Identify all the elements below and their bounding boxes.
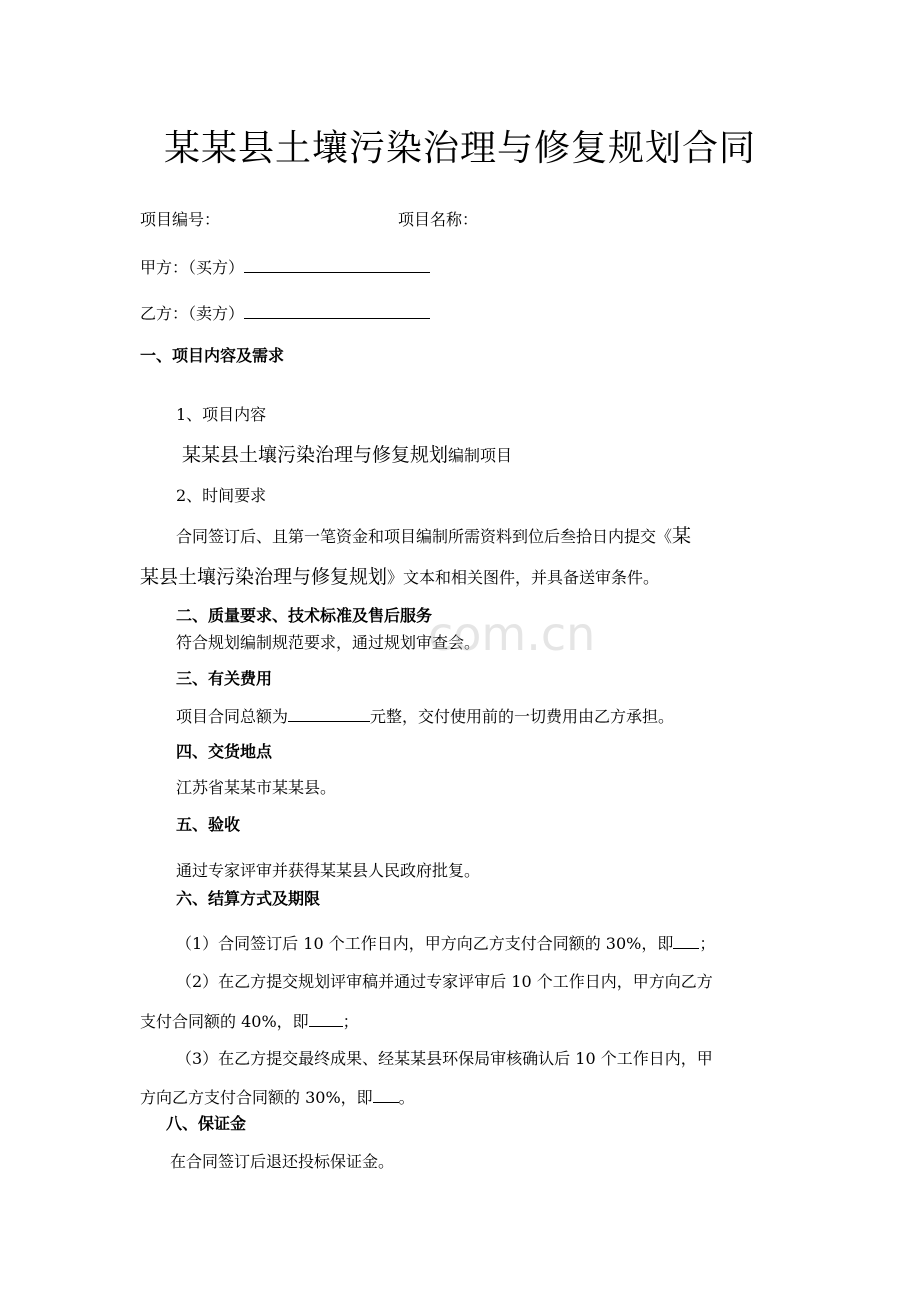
section6-p2-line1: （2）在乙方提交规划评审稿并通过专家评审后 10 个工作日内，甲方向乙方 [176,972,713,991]
section1-heading: 一、项目内容及需求 [140,346,285,365]
section6-p3-blank [373,1086,399,1103]
section1-item1-text-big: 某某县土壤污染治理与修复规划 [182,444,449,466]
section4-heading: 四、交货地点 [176,742,273,761]
section6-p3-line1: （3）在乙方提交最终成果、经某某县环保局审核确认后 10 个工作日内，甲 [176,1049,713,1068]
section6-heading: 六、结算方式及期限 [176,889,321,908]
section1-item1-label: 1、项目内容 [176,405,267,424]
section6-p1 [176,932,715,955]
section6-p3-line2 [140,1086,415,1109]
section3-amount-blank [288,705,370,722]
section1-item2-line1-big: 某 [672,525,692,547]
section5-heading: 五、验收 [176,815,241,834]
watermark: com.cn [428,607,596,661]
party-a-label: 甲方：（买方） [140,258,245,277]
party-a-blank [244,256,430,273]
section6-p1-text: （1）合同签订后 10 个工作日内，甲方向乙方支付合同额的 30%，即 [176,934,674,953]
section3-text-b: 元整，交付使用前的一切费用由乙方承担。 [370,707,675,726]
section6-p1-end: ； [699,934,716,953]
section8-heading: 八、保证金 [166,1114,247,1133]
section3-text-a: 项目合同总额为 [176,707,289,726]
document-title: 某某县土壤污染治理与修复规划合同 [163,128,756,169]
section1-item2-line1 [176,523,691,549]
section2-heading: 二、质量要求、技术标准及售后服务 [176,606,433,625]
section6-p2-line2-text: 支付合同额的 40%，即 [140,1012,309,1031]
section3-heading: 三、有关费用 [176,669,273,688]
section6-p1-blank [673,932,699,949]
section6-p2-end: ； [342,1012,359,1031]
project-number-label: 项目编号： [140,210,221,229]
section2-text: 符合规划编制规范要求，通过规划审查会。 [176,633,481,652]
section1-item2-line2-big: 某县土壤污染治理与修复规划 [140,566,388,588]
project-name-label: 项目名称： [398,210,479,229]
party-b-blank [244,302,430,319]
section6-p2-blank [309,1010,343,1027]
section1-item1-text [182,442,512,468]
section6-p3-line2-text: 方向乙方支付合同额的 30%，即 [140,1088,373,1107]
party-b-line [140,302,430,325]
section6-p3-end: 。 [398,1088,415,1107]
section1-item2-line2-text: 》文本和相关图件，并具备送审条件。 [387,568,660,587]
section1-item2-line1-text: 合同签订后、且第一笔资金和项目编制所需资料到位后叁拾日内提交《 [176,527,673,546]
section6-p2-line2 [140,1010,359,1033]
party-a-line [140,256,430,279]
section1-item1-text-small: 编制项目 [448,446,513,465]
section3-text [176,705,674,728]
section1-item2-line2 [140,564,659,590]
section4-text: 江苏省某某市某某县。 [176,778,337,797]
section8-text: 在合同签订后退还投标保证金。 [170,1152,395,1171]
party-b-label: 乙方：（卖方） [140,304,245,323]
section5-text: 通过专家评审并获得某某县人民政府批复。 [176,861,481,880]
section1-item2-label: 2、时间要求 [176,486,267,505]
